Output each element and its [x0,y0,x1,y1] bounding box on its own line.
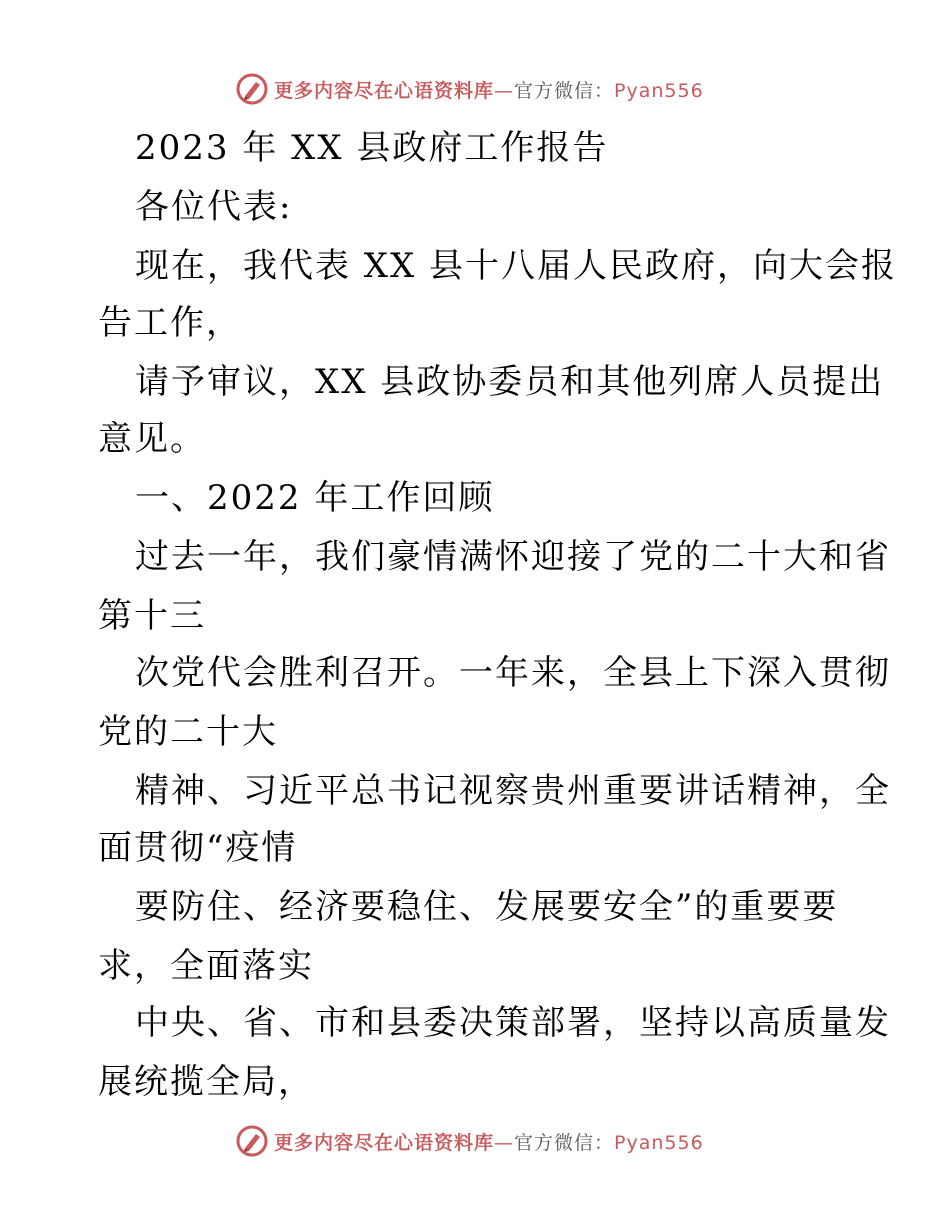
watermark-main-text: 更多内容尽在心语资料库 [274,79,495,102]
document-title: 2023 年 XX 县政府工作报告 [135,128,609,168]
paragraph-line: 告工作， [98,303,242,343]
paragraph-line: 中央、省、市和县委决策部署，坚持以高质量发 [135,1003,891,1043]
paragraph-line: 意见。 [98,419,206,459]
watermark-main-text: 更多内容尽在心语资料库 [274,1131,495,1154]
watermark-separator: — [494,1131,515,1154]
watermark-id: Pyan556 [614,79,704,102]
paragraph-line: 面贯彻“疫情 [98,828,298,868]
pen-logo-icon [236,1125,268,1157]
paragraph-line: 次党代会胜利召开。一年来，全县上下深入贯彻 [135,653,891,693]
paragraph-line: 求，全面落实 [98,946,314,986]
paragraph-line: 第十三 [98,596,206,636]
section-heading: 一、2022 年工作回顾 [135,478,495,518]
paragraph-line: 请予审议，XX 县政协委员和其他列席人员提出 [135,362,885,402]
watermark-label: 官方微信： [514,79,615,102]
watermark-id: Pyan556 [614,1131,704,1154]
watermark-separator: — [494,79,515,102]
paragraph-line: 要防住、经济要稳住、发展要安全”的重要要 [135,887,839,927]
paragraph-line: 过去一年，我们豪情满怀迎接了党的二十大和省 [135,537,891,577]
paragraph-line: 党的二十大 [98,712,278,752]
watermark-label: 官方微信： [514,1131,615,1154]
paragraph-line: 精神、习近平总书记视察贵州重要讲话精神，全 [135,771,891,811]
salutation: 各位代表: [135,187,293,227]
paragraph-line: 现在，我代表 XX 县十八届人民政府，向大会报 [135,246,898,286]
paragraph-line: 展统揽全局， [98,1062,314,1102]
watermark-footer [236,1124,704,1158]
